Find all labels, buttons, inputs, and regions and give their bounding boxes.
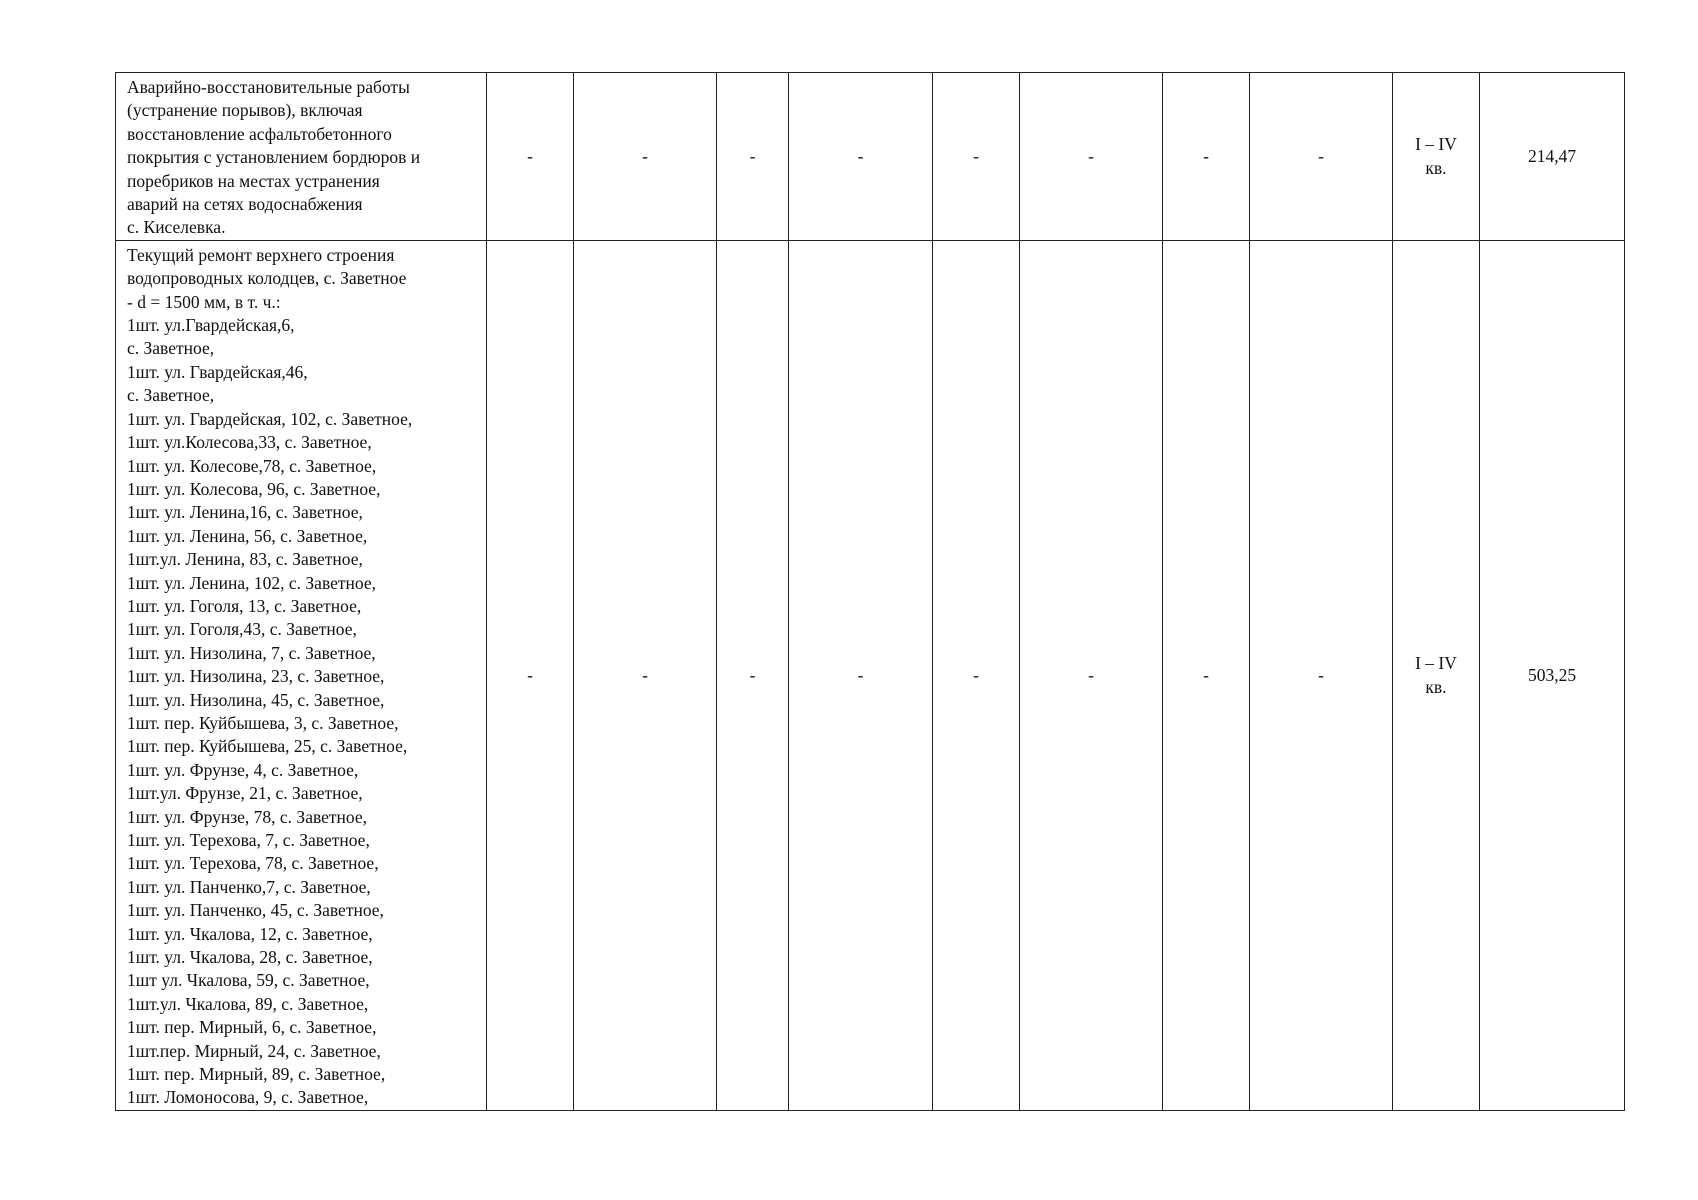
amount-cell: 214,47 — [1480, 73, 1625, 241]
description-line: аварий на сетях водоснабжения — [127, 194, 363, 215]
dash-cell: - — [574, 73, 717, 241]
description-line: поребриков на местах устранения — [127, 170, 380, 191]
description-line: 1шт. ул.Гвардейская,6, — [127, 315, 295, 336]
description-line: 1шт. Ломоносова, 9, с. Заветное, — [127, 1087, 369, 1108]
description-line: 1шт.ул. Фрунзе, 21, с. Заветное, — [127, 783, 363, 804]
description-line: 1шт. ул. Терехова, 78, с. Заветное, — [127, 853, 379, 874]
description-line: 1шт. ул. Чкалова, 12, с. Заветное, — [127, 923, 373, 944]
description-line: - d = 1500 мм, в т. ч.: — [127, 291, 281, 312]
description-line: 1шт. ул. Панченко, 45, с. Заветное, — [127, 900, 384, 921]
description-line: 1шт. ул. Низолина, 7, с. Заветное, — [127, 642, 376, 663]
period-cell — [1393, 73, 1480, 241]
description-line: 1шт. пер. Куйбышева, 3, с. Заветное, — [127, 712, 399, 733]
description-line: 1шт. ул. Ленина, 56, с. Заветное, — [127, 525, 368, 546]
dash-cell: - — [1250, 240, 1393, 1110]
description-line: 1шт. ул. Фрунзе, 4, с. Заветное, — [127, 759, 359, 780]
dash-cell: - — [574, 240, 717, 1110]
description-line: Аварийно-восстановительные работы — [127, 77, 410, 97]
description-line: 1шт. ул. Низолина, 23, с. Заветное, — [127, 666, 385, 687]
dash-cell: - — [1163, 73, 1250, 241]
dash-cell: - — [789, 240, 933, 1110]
description-line: 1шт.ул. Ленина, 83, с. Заветное, — [127, 549, 363, 570]
description-line: 1шт.ул. Чкалова, 89, с. Заветное, — [127, 993, 369, 1014]
description-line: 1шт.пер. Мирный, 24, с. Заветное, — [127, 1040, 381, 1061]
dash-cell: - — [1020, 73, 1163, 241]
period-cell — [1393, 240, 1480, 1110]
description-line: 1шт. ул. Ленина, 102, с. Заветное, — [127, 572, 376, 593]
dash-cell: - — [1020, 240, 1163, 1110]
period-range: I – IV — [1415, 134, 1457, 155]
description-line: 1шт. ул. Ленина,16, с. Заветное, — [127, 502, 363, 523]
description-line: 1шт. ул. Фрунзе, 78, с. Заветное, — [127, 806, 368, 827]
dash-cell: - — [487, 240, 574, 1110]
table-row — [116, 73, 1625, 241]
dash-cell: - — [933, 240, 1020, 1110]
description-line: 1шт. пер. Мирный, 6, с. Заветное, — [127, 1017, 377, 1038]
period-unit: кв. — [1425, 677, 1447, 698]
description-line: покрытия с установлением бордюров и — [127, 147, 421, 168]
work-description-cell — [116, 73, 487, 241]
description-line: 1шт. ул.Колесова,33, с. Заветное, — [127, 432, 372, 453]
description-line: 1шт. ул. Гвардейская,46, — [127, 361, 308, 382]
description-line: 1шт. ул. Колесове,78, с. Заветное, — [127, 455, 377, 476]
dash-cell: - — [933, 73, 1020, 241]
dash-cell: - — [717, 73, 789, 241]
description-line: 1шт. ул. Терехова, 7, с. Заветное, — [127, 830, 370, 850]
dash-cell: - — [1250, 73, 1393, 241]
work-description-cell — [116, 240, 487, 1110]
works-table — [115, 72, 1625, 1111]
dash-cell: - — [789, 73, 933, 241]
description-line: 1шт ул. Чкалова, 59, с. Заветное, — [127, 970, 370, 991]
description-line: 1шт. ул. Низолина, 45, с. Заветное, — [127, 689, 385, 710]
period-unit: кв. — [1425, 158, 1447, 179]
description-line: 1шт. ул. Гоголя, 13, с. Заветное, — [127, 595, 362, 616]
description-line: с. Заветное, — [127, 338, 215, 359]
amount-cell: 503,25 — [1480, 240, 1625, 1110]
description-line: 1шт. ул. Чкалова, 28, с. Заветное, — [127, 947, 373, 968]
dash-cell: - — [717, 240, 789, 1110]
description-line: 1шт. ул. Колесова, 96, с. Заветное, — [127, 478, 381, 499]
description-line: с. Заветное, — [127, 385, 215, 406]
description-line: восстановление асфальтобетонного — [127, 123, 392, 144]
description-line: 1шт. пер. Куйбышева, 25, с. Заветное, — [127, 736, 408, 757]
description-line: водопроводных колодцев, с. Заветное — [127, 268, 407, 289]
description-line: 1шт. пер. Мирный, 89, с. Заветное, — [127, 1064, 386, 1085]
dash-cell: - — [1163, 240, 1250, 1110]
description-line: 1шт. ул. Панченко,7, с. Заветное, — [127, 876, 371, 897]
description-line: (устранение порывов), включая — [127, 100, 363, 121]
table-row — [116, 240, 1625, 1110]
description-line: Текущий ремонт верхнего строения — [127, 244, 395, 265]
description-line: 1шт. ул. Гоголя,43, с. Заветное, — [127, 619, 357, 640]
period-range: I – IV — [1415, 653, 1457, 674]
dash-cell: - — [487, 73, 574, 241]
description-line: с. Киселевка. — [127, 217, 226, 238]
description-line: 1шт. ул. Гвардейская, 102, с. Заветное, — [127, 408, 413, 429]
